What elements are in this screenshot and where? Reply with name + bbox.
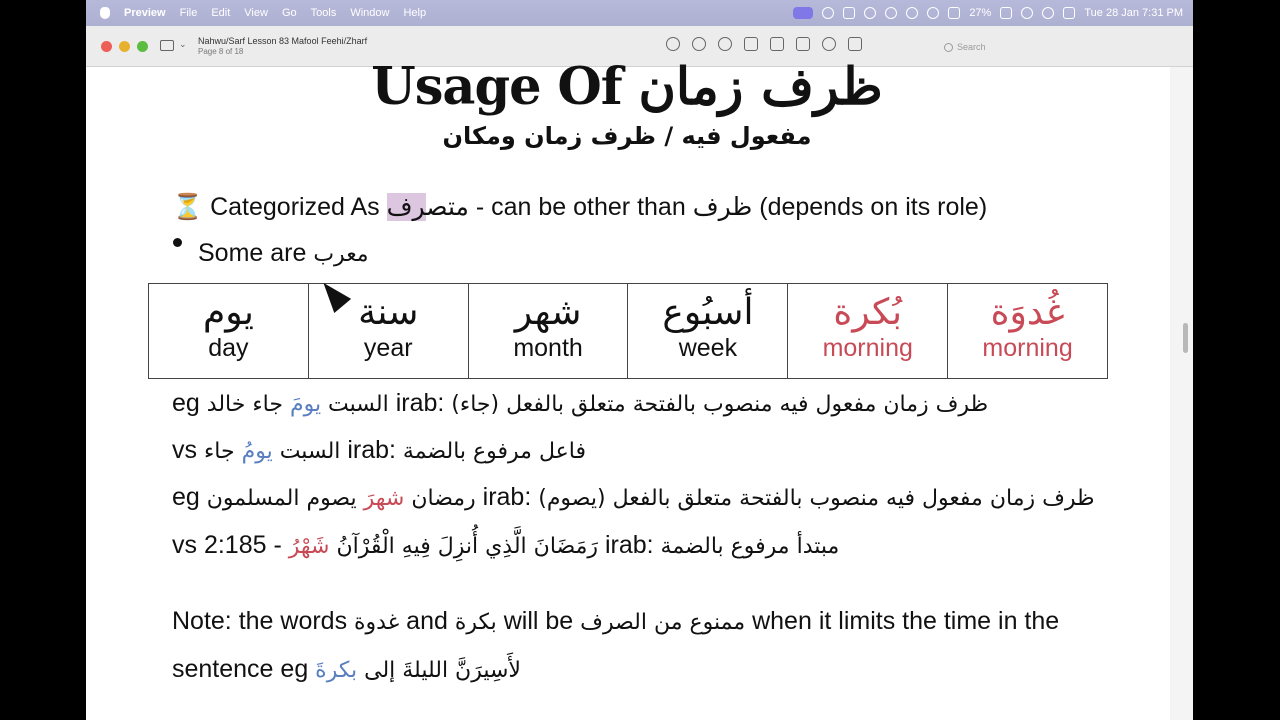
- search-icon: [944, 43, 953, 52]
- menu-edit[interactable]: Edit: [211, 7, 231, 19]
- some-are-line: [198, 239, 369, 268]
- menu-window[interactable]: Window: [350, 7, 390, 19]
- example-line-1: [172, 389, 988, 418]
- note-line-2: [172, 655, 521, 684]
- depends-text: (depends on its role): [752, 193, 988, 221]
- menu-bar: [86, 0, 1193, 26]
- irab-label: irab:: [388, 389, 452, 417]
- example-highlight: يومُ: [241, 439, 273, 464]
- note-arabic: غدوة: [354, 610, 400, 635]
- info-icon[interactable]: [666, 37, 680, 51]
- example-line-4: [172, 531, 839, 560]
- battery-icon[interactable]: [1000, 7, 1012, 19]
- zoom-in-icon[interactable]: [718, 37, 732, 51]
- note-arabic: لأَسِيرَنَّ الليلةَ إلى: [357, 658, 521, 683]
- time-words-table: [148, 283, 1108, 379]
- word-arabic: بُكرة: [833, 292, 903, 333]
- example-arabic: جاء: [203, 439, 242, 464]
- play-icon[interactable]: [927, 7, 939, 19]
- murab-word: معرب: [313, 242, 369, 267]
- search-field[interactable]: [944, 39, 1154, 55]
- clock-datetime[interactable]: Tue 28 Jan 7:31 PM: [1084, 7, 1183, 19]
- word-arabic: سنة: [358, 292, 419, 333]
- note-line-1: [172, 607, 1059, 636]
- traffic-lights: [101, 41, 148, 52]
- example-highlight: شهرَ: [363, 486, 405, 511]
- scrollbar[interactable]: [1170, 67, 1193, 720]
- apple-icon[interactable]: [100, 7, 110, 19]
- document-title: Nahwu/Sarf Lesson 83 Mafool Feehi/Zharf: [198, 36, 368, 46]
- zoom-button[interactable]: [137, 41, 148, 52]
- screen-record-icon[interactable]: [793, 7, 813, 19]
- categorized-line: [172, 192, 987, 222]
- example-lead: vs 2:185 -: [172, 531, 289, 559]
- camera-icon[interactable]: [822, 7, 834, 19]
- word-english: year: [363, 334, 413, 362]
- note-highlight: بكرةَ: [315, 658, 358, 683]
- word-cell: [468, 284, 628, 379]
- markup-icon[interactable]: [770, 37, 784, 51]
- slide-subtitle: مفعول فيه / ظرف زمان ومكان: [442, 122, 812, 150]
- word-arabic: غُدوَة: [990, 292, 1065, 333]
- control-center-icon[interactable]: [1063, 7, 1075, 19]
- note-arabic: بكرة: [454, 610, 497, 635]
- word-english: morning: [822, 334, 913, 362]
- example-arabic: السبت: [272, 439, 341, 464]
- example-lead: eg: [172, 389, 207, 417]
- example-arabic: جاء خالد: [206, 392, 290, 417]
- battery-percent: 27%: [969, 7, 992, 19]
- form-icon[interactable]: [848, 37, 862, 51]
- annotate-icon[interactable]: [822, 37, 836, 51]
- wifi-icon[interactable]: [1021, 7, 1033, 19]
- irab-label: irab:: [598, 531, 661, 559]
- minimize-button[interactable]: [119, 41, 130, 52]
- some-are-text: Some are: [198, 239, 314, 267]
- chevron-down-icon[interactable]: ⌄: [179, 39, 187, 49]
- example-lead: vs: [172, 436, 204, 464]
- example-arabic: رمضان: [404, 486, 476, 511]
- example-line-2: [172, 436, 586, 465]
- example-arabic: السبت: [321, 392, 389, 417]
- sidebar-toggle-icon[interactable]: [160, 40, 174, 51]
- page-indicator: Page 8 of 18: [198, 47, 244, 56]
- search-placeholder: Search: [957, 42, 986, 52]
- status-area: [793, 0, 1183, 26]
- irab-explanation: (يصوم) ظرف زمان مفعول فيه منصوب بالفتحة متعلق بالفعل: [538, 486, 1095, 511]
- irab-label: irab:: [475, 483, 539, 511]
- word-arabic: يوم: [202, 292, 254, 333]
- menu-file[interactable]: File: [179, 7, 198, 19]
- note-text: and: [399, 607, 455, 635]
- word-cell: [788, 284, 948, 379]
- toolbar-icons: [666, 37, 862, 51]
- zharf-word: ظرف: [692, 193, 753, 221]
- pointer-icon[interactable]: [885, 7, 897, 19]
- bullet-icon: [173, 238, 182, 247]
- menu-app[interactable]: Preview: [124, 7, 166, 19]
- menu-view[interactable]: View: [244, 7, 268, 19]
- dropbox-icon[interactable]: [843, 7, 855, 19]
- example-highlight: يومَ: [289, 392, 322, 417]
- menu-tools[interactable]: Tools: [310, 7, 337, 19]
- word-english: morning: [982, 334, 1073, 362]
- word-arabic: أسبُوع: [662, 292, 754, 333]
- categorized-text: ⏳ Categorized As: [172, 193, 387, 221]
- mutasarrif-word-a: متص: [426, 193, 469, 221]
- word-cell: [149, 284, 309, 379]
- irab-explanation: مبتدأ مرفوع بالضمة: [660, 534, 840, 559]
- note-text: will be: [496, 607, 581, 635]
- word-cell: [628, 284, 788, 379]
- share-icon[interactable]: [744, 37, 758, 51]
- word-english: week: [678, 334, 738, 362]
- scrollbar-thumb[interactable]: [1183, 323, 1188, 353]
- example-arabic: يصوم المسلمون: [206, 486, 364, 511]
- input-source-icon[interactable]: [948, 7, 960, 19]
- rotate-icon[interactable]: [796, 37, 810, 51]
- note-arabic: ممنوع من الصرف: [580, 610, 746, 635]
- word-arabic: شهر: [514, 292, 582, 333]
- note-text: Note: the words: [172, 607, 355, 635]
- irab-label: irab:: [340, 436, 403, 464]
- example-line-3: [172, 483, 1095, 512]
- word-english: month: [513, 334, 583, 362]
- example-highlight: شَهْرُ: [288, 534, 330, 559]
- example-lead: eg: [172, 483, 207, 511]
- zoom-out-icon[interactable]: [692, 37, 706, 51]
- note-text: sentence eg: [172, 655, 316, 683]
- example-arabic: رَمَضَانَ الَّذِي أُنزِلَ فِيهِ الْقُرْآنُ: [329, 534, 599, 559]
- word-english: day: [208, 334, 249, 362]
- spotlight-icon[interactable]: [1042, 7, 1054, 19]
- can-be-text: - can be other than: [468, 193, 693, 221]
- menu-go[interactable]: Go: [281, 7, 297, 19]
- clock-icon[interactable]: [906, 7, 918, 19]
- irab-explanation: فاعل مرفوع بالضمة: [402, 439, 586, 464]
- slide-title: Usage Of ظرف زمان: [371, 57, 883, 117]
- mutasarrif-highlight: رف: [386, 193, 427, 221]
- note-text: when it limits the time in the: [745, 607, 1060, 635]
- word-cell: [948, 284, 1108, 379]
- menu-help[interactable]: Help: [403, 7, 427, 19]
- irab-explanation: (جاء) ظرف زمان مفعول فيه منصوب بالفتحة متعلق بالفعل: [451, 392, 989, 417]
- close-button[interactable]: [101, 41, 112, 52]
- telegram-icon[interactable]: [864, 7, 876, 19]
